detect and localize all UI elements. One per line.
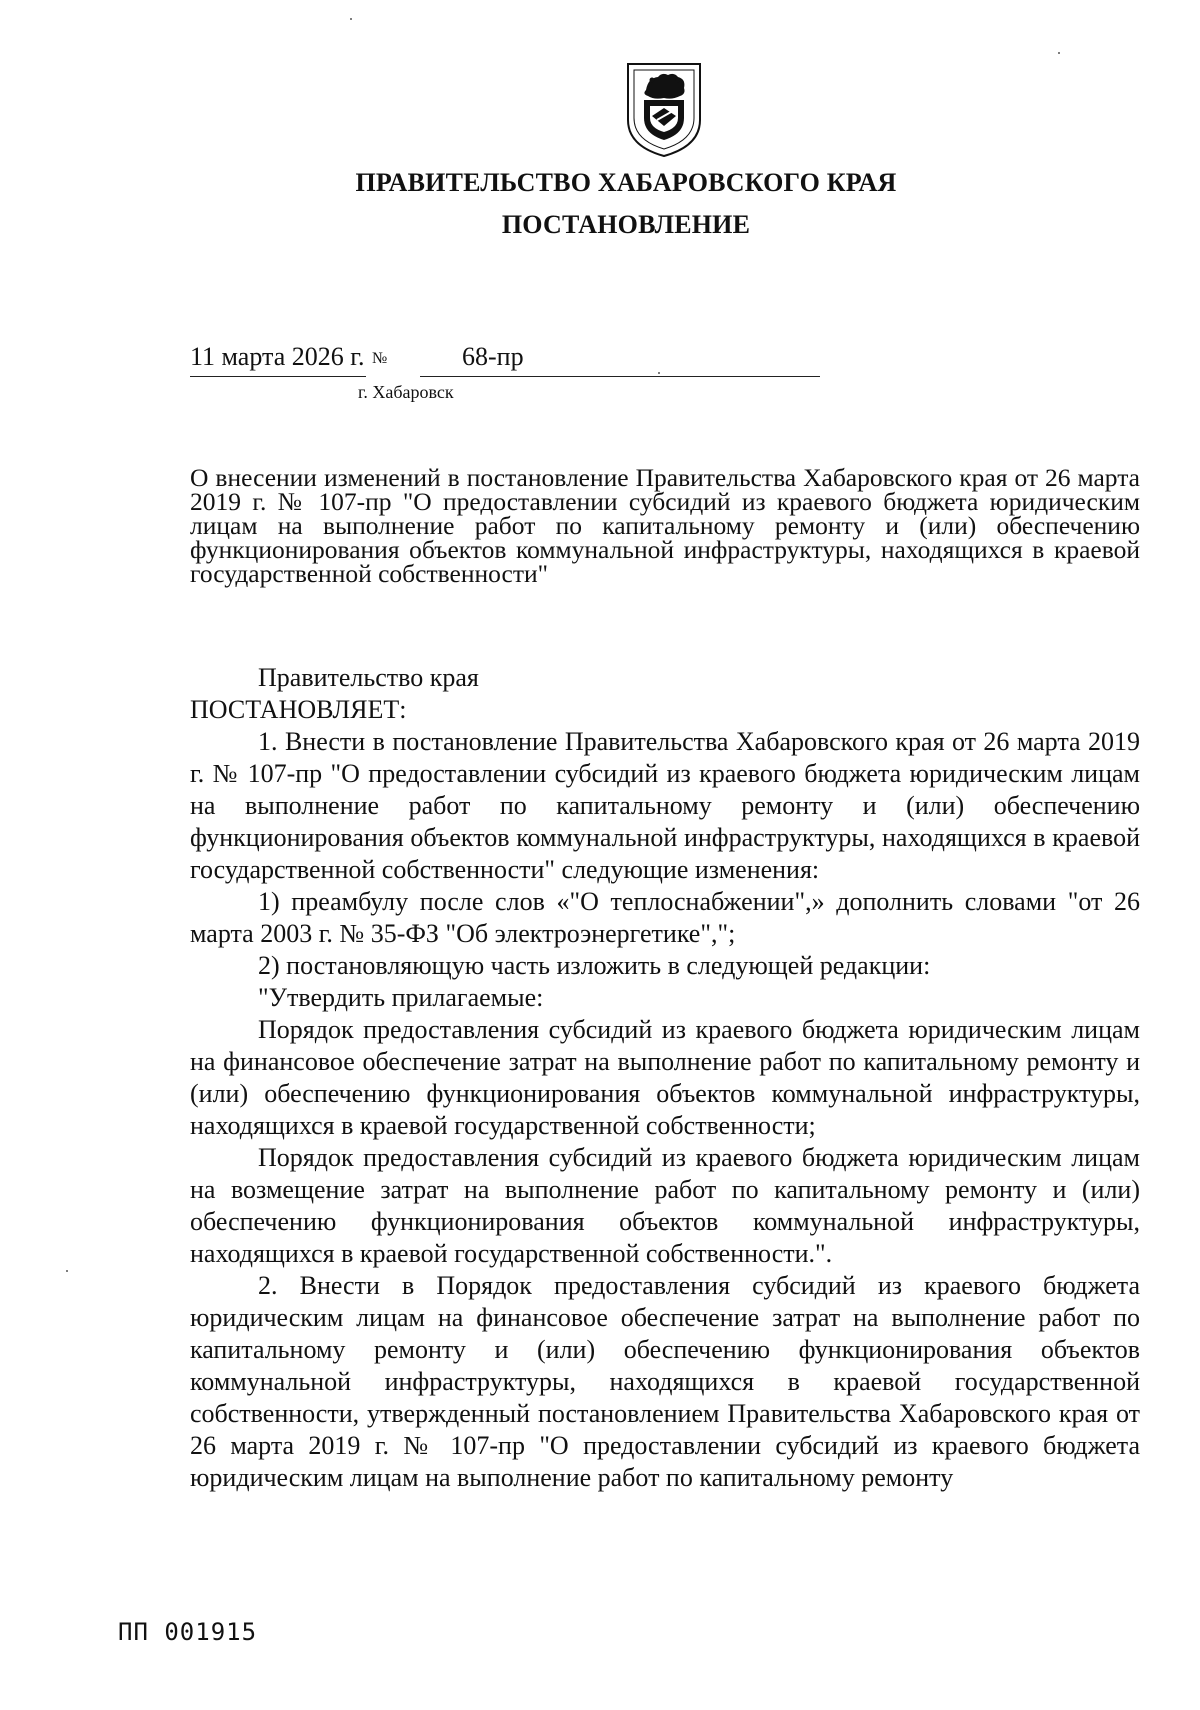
serial-number: ПП 001915 [118, 1618, 258, 1646]
scan-speck [350, 18, 352, 20]
paragraph-1-item-4: Порядок предоставления субсидий из краевого бюджета юридическим лицам на финансовое обеспечение затрат на выполнение работ по капитальному ремонту и (или) обеспечению функционирования объектов коммунальной инфраструктуры, находящихся в краевой государственной собственности; [190, 1015, 1140, 1140]
coat-of-arms-emblem [624, 60, 704, 160]
date-underline [190, 376, 366, 377]
document-date: 11 марта 2026 г. [190, 342, 365, 371]
resolves-line: ПОСТАНОВЛЯЕТ: [190, 695, 407, 724]
scan-speck [1058, 52, 1060, 54]
document-meta [190, 342, 630, 402]
paragraph-1: 1. Внести в постановление Правительства Хабаровского края от 26 марта 2019 г. № 107-пр "О предоставлении субсидий из краевого бюджета юридическим лицам на выполнение работ по капитальному ремонту и (или) обеспечению функционирования объектов коммунальной инфраструктуры, находящихся в краевой государственной собственности" следующие изменения: [190, 727, 1140, 884]
paragraph-1-item-1: 1) преамбулу после слов «"О теплоснабжении",» дополнить словами "от 26 марта 2003 г. № 35-ФЗ "Об электроэнергетике","; [190, 887, 1140, 948]
document-title: О внесении изменений в постановление Правительства Хабаровского края от 26 марта 2019 г. № 107-пр "О предоставлении субсидий из краевого бюджета юридическим лицам на выполнение работ по капитальному ремонту и (или) обеспечению функционирования объектов коммунальной инфраструктуры, находящихся в краевой государственной собственности" [190, 463, 1140, 588]
number-underline [420, 376, 820, 377]
document-body [190, 662, 1140, 1494]
document-city: г. Хабаровск [358, 382, 454, 402]
scan-speck [658, 372, 660, 374]
paragraph-2: 2. Внести в Порядок предоставления субсидий из краевого бюджета юридическим лицам на финансовое обеспечение затрат на выполнение работ по капитальному ремонту и (или) обеспечению функционирования объектов коммунальной инфраструктуры, находящихся в краевой государственной собственности, утвержденный постановлением Правительства Хабаровского края от 26 марта 2019 г. № 107-пр "О предоставлении субсидий из краевого бюджета юридическим лицам на выполнение работ по капитальному ремонту [190, 1271, 1140, 1492]
organization-heading: ПРАВИТЕЛЬСТВО ХАБАРОВСКОГО КРАЯ [355, 168, 897, 197]
paragraph-1-item-5: Порядок предоставления субсидий из краевого бюджета юридическим лицам на возмещение затрат на выполнение работ по капитальному ремонту и (или) обеспечению функционирования объектов коммунальной инфраструктуры, находящихся в краевой государственной собственности.". [190, 1143, 1140, 1268]
scan-speck [66, 1270, 68, 1272]
intro-line: Правительство края [258, 663, 479, 692]
number-sign: № [372, 350, 388, 367]
document-type-heading: ПОСТАНОВЛЕНИЕ [501, 210, 751, 239]
paragraph-1-item-3: "Утвердить прилагаемые: [258, 983, 544, 1012]
paragraph-1-item-2: 2) постановляющую часть изложить в следующей редакции: [258, 951, 931, 980]
document-number: 68-пр [462, 342, 524, 371]
